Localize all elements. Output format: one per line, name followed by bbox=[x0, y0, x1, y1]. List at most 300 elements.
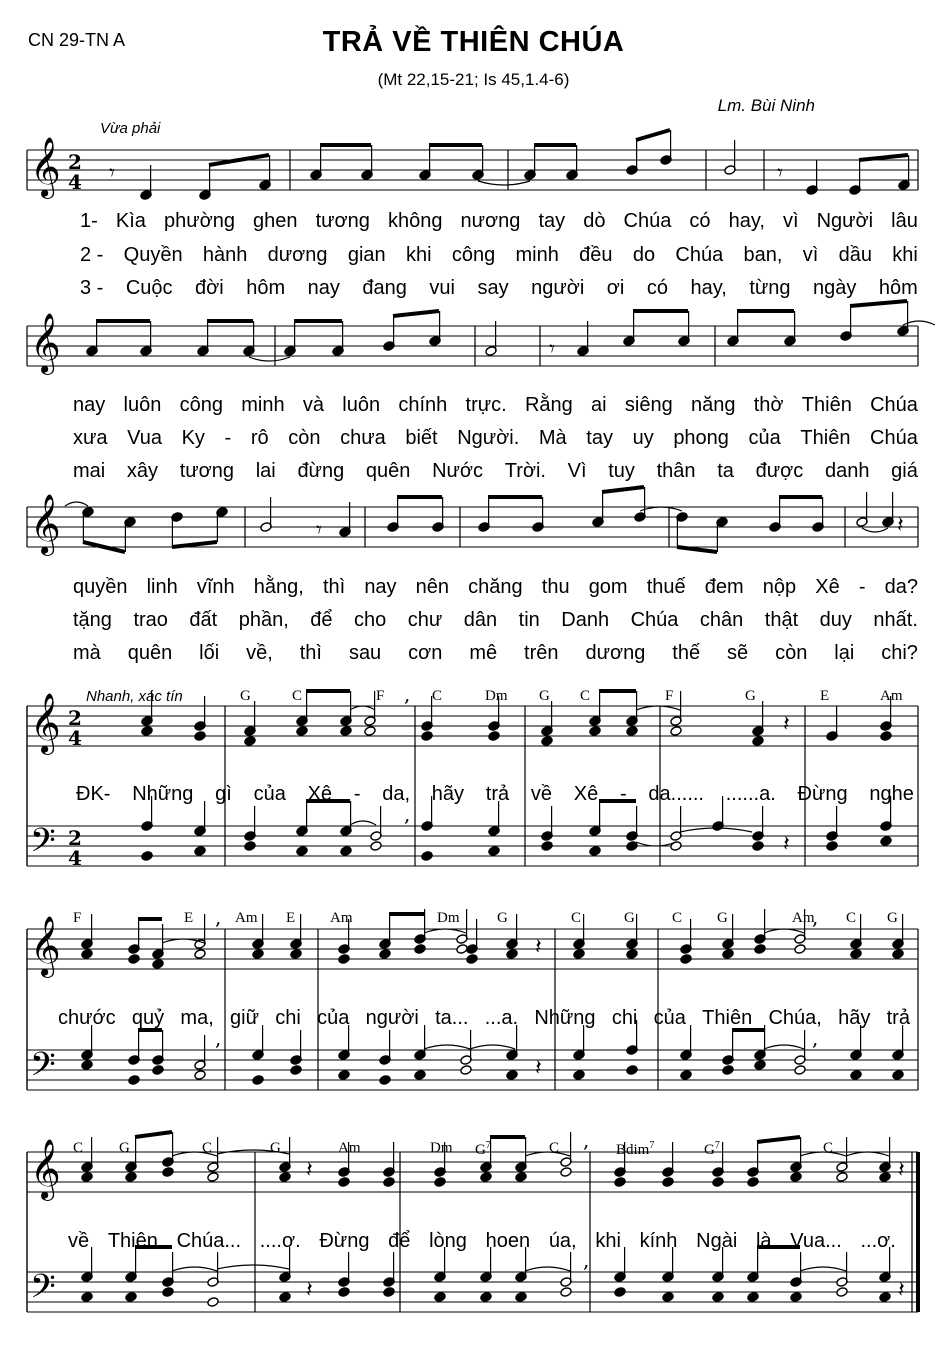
lyric-syllable: quên bbox=[127, 642, 173, 664]
lyric-syllable: về bbox=[68, 1230, 90, 1252]
note-head bbox=[662, 1292, 674, 1303]
lyric-syllable: xưa bbox=[73, 427, 108, 449]
song-title: TRẢ VỀ THIÊN CHÚA bbox=[322, 26, 625, 58]
lyric-syllable: phường bbox=[163, 210, 235, 232]
lyric-syllable: ta... bbox=[435, 1007, 469, 1029]
lyric-syllable: còn bbox=[288, 427, 321, 449]
lyric-syllable: Vì bbox=[567, 460, 587, 482]
chord-symbol: E bbox=[184, 910, 194, 926]
lyric-syllable: chước bbox=[58, 1007, 116, 1029]
lyric-syllable: còn bbox=[775, 642, 808, 664]
lyric-syllable: để bbox=[388, 1230, 411, 1252]
lyric-syllable: hay, bbox=[690, 277, 727, 299]
lyric-syllable: - bbox=[619, 783, 627, 805]
lyric-syllable: từng bbox=[749, 277, 791, 299]
note-head bbox=[81, 1172, 93, 1183]
lyric-syllable: tuy bbox=[608, 460, 635, 482]
chord-symbol: E bbox=[820, 688, 830, 704]
lyric-syllable: gian bbox=[347, 244, 386, 266]
lyric-syllable: nay bbox=[307, 277, 340, 299]
note-head bbox=[826, 841, 838, 852]
breath-mark: , bbox=[583, 1128, 590, 1152]
chord-symbol: G bbox=[270, 1140, 281, 1156]
chord-symbol: Am bbox=[792, 910, 815, 926]
note-head bbox=[712, 1292, 724, 1303]
lyric-syllable: không bbox=[387, 210, 443, 232]
lyric-syllable: Trời. bbox=[504, 460, 546, 482]
lyric-syllable: Mà bbox=[538, 427, 567, 449]
lyric-syllable: thì bbox=[322, 576, 346, 598]
tie bbox=[862, 528, 888, 532]
lyric-syllable: luôn bbox=[342, 394, 381, 416]
lyric-syllable: chi bbox=[275, 1007, 301, 1029]
lyric-syllable: thì bbox=[299, 642, 322, 664]
note-head bbox=[752, 736, 764, 747]
chord-symbol: Dm bbox=[485, 688, 508, 704]
note-head bbox=[747, 1177, 759, 1188]
lyric-syllable: Cuộc bbox=[125, 277, 173, 299]
tie bbox=[636, 842, 676, 846]
lyric-syllable: ...ơ. bbox=[860, 1230, 896, 1252]
note-beam bbox=[677, 547, 717, 552]
note-head bbox=[488, 846, 500, 857]
lyric-syllable: ...a. bbox=[484, 1007, 519, 1029]
chord-symbol: $G^7$ bbox=[475, 1140, 491, 1158]
chord-symbol: Am bbox=[330, 910, 353, 926]
note-head bbox=[560, 1167, 572, 1178]
lyric-syllable: hay, bbox=[728, 210, 765, 232]
lyric-syllable: lòng bbox=[429, 1230, 467, 1252]
time-signature: 2 bbox=[68, 826, 82, 850]
tie bbox=[525, 1152, 570, 1156]
tie bbox=[172, 1267, 217, 1271]
lyric-syllable: mê bbox=[469, 642, 498, 664]
lyric-syllable: giữ bbox=[230, 1007, 259, 1029]
breath-mark: , bbox=[812, 905, 819, 929]
tie bbox=[65, 502, 88, 506]
lyric-syllable: tin bbox=[518, 609, 540, 631]
lyric-syllable: Kìa bbox=[115, 210, 146, 232]
quarter-rest: 𝄽 bbox=[783, 832, 790, 857]
note-beam bbox=[393, 311, 439, 316]
note-head bbox=[383, 1287, 395, 1298]
note-head bbox=[712, 1177, 724, 1188]
note-head bbox=[754, 944, 766, 955]
chord-symbol: F bbox=[376, 688, 385, 704]
lyric-syllable: của bbox=[653, 1007, 686, 1029]
lyric-syllable: để bbox=[310, 609, 333, 631]
breath-mark: , bbox=[812, 1026, 819, 1050]
lyric-syllable: Người. bbox=[457, 427, 520, 449]
note-head bbox=[364, 726, 376, 737]
quarter-rest: 𝄽 bbox=[535, 1056, 542, 1081]
lyric-syllable: duy bbox=[819, 609, 852, 631]
lyric-syllable: thu bbox=[541, 576, 570, 598]
note-head bbox=[125, 1292, 137, 1303]
lyric-syllable: tay bbox=[538, 210, 566, 232]
note-head bbox=[790, 1292, 802, 1303]
note-head bbox=[194, 731, 206, 742]
refrain-tempo: Nhanh, xác tín bbox=[86, 688, 183, 705]
note-beam bbox=[850, 301, 907, 306]
lyric-syllable: khi bbox=[405, 244, 432, 266]
lyric-syllable: phần, bbox=[238, 609, 289, 631]
note-head bbox=[162, 1287, 174, 1298]
lyric-syllable: là bbox=[755, 1230, 772, 1252]
note-head bbox=[207, 1297, 219, 1308]
lyric-syllable: hằng, bbox=[253, 576, 304, 598]
lyric-syllable: vĩnh bbox=[196, 576, 235, 598]
note-head bbox=[338, 1177, 350, 1188]
note-head bbox=[296, 846, 308, 857]
lyric-syllable: của bbox=[253, 783, 286, 805]
lyric-syllable: chính bbox=[398, 394, 448, 416]
note-head bbox=[141, 726, 153, 737]
note-head bbox=[207, 1172, 219, 1183]
lyric-syllable: minh bbox=[241, 394, 285, 416]
lyric-syllable: thuế bbox=[646, 576, 686, 598]
lyric-syllable: về, bbox=[246, 642, 273, 664]
note-head bbox=[128, 954, 140, 965]
lyric-syllable: chư bbox=[407, 609, 443, 631]
lyric-syllable: siêng bbox=[624, 394, 673, 416]
lyric-syllable: kính bbox=[639, 1230, 678, 1252]
lyric-syllable: 3 - bbox=[80, 277, 104, 299]
note-head bbox=[506, 1070, 518, 1081]
lyric-syllable: danh bbox=[824, 460, 870, 482]
note-head bbox=[614, 1287, 626, 1298]
bass-clef: 𝄢 bbox=[30, 822, 56, 868]
lyric-syllable: thật bbox=[764, 609, 799, 631]
lyric-syllable: minh bbox=[515, 244, 559, 266]
lyric-syllable: gì bbox=[215, 783, 232, 805]
tie bbox=[636, 706, 680, 710]
lyric-syllable: 2 - bbox=[80, 244, 104, 266]
treble-clef: 𝄞 bbox=[30, 313, 61, 373]
lyric-syllable: Chúa, bbox=[768, 1007, 822, 1029]
note-head bbox=[836, 1172, 848, 1183]
tie bbox=[640, 507, 682, 511]
note-head bbox=[589, 726, 601, 737]
lyric-syllable: lâu bbox=[891, 210, 918, 232]
note-head bbox=[589, 846, 601, 857]
lyric-syllable: được bbox=[755, 460, 804, 482]
lyric-syllable: công bbox=[451, 244, 496, 266]
lyric-syllable: quyền bbox=[73, 576, 128, 598]
lyric-syllable: chăng bbox=[468, 576, 523, 598]
note-head bbox=[794, 1065, 806, 1076]
note-head bbox=[81, 1292, 93, 1303]
lyric-syllable: xây bbox=[126, 460, 159, 482]
lyric-syllable: Chúa bbox=[623, 210, 672, 232]
lyric-syllable: hoen bbox=[485, 1230, 531, 1252]
lyric-syllable: Những bbox=[534, 1007, 596, 1029]
lyric-syllable: Rằng bbox=[524, 394, 573, 416]
note-beam bbox=[172, 542, 217, 547]
note-head bbox=[880, 836, 892, 847]
note-head bbox=[836, 1287, 848, 1298]
breath-mark: , bbox=[404, 682, 411, 706]
lyric-syllable: Chúa bbox=[870, 427, 918, 449]
chord-symbol: G bbox=[497, 910, 508, 926]
lyric-syllable: hành bbox=[202, 244, 248, 266]
lyric-syllable: Vua... bbox=[790, 1230, 842, 1252]
lyric-syllable: đang bbox=[362, 277, 407, 299]
treble-clef: 𝄞 bbox=[30, 916, 61, 976]
chord-symbol: G bbox=[119, 1140, 130, 1156]
lyric-syllable: Thiên bbox=[702, 1007, 753, 1029]
composer: Lm. Bùi Ninh bbox=[717, 96, 815, 115]
scripture-reference: (Mt 22,15-21; Is 45,1.4-6) bbox=[377, 70, 570, 89]
note-head bbox=[662, 1177, 674, 1188]
note-head bbox=[421, 851, 433, 862]
lyric-syllable: đều bbox=[579, 244, 613, 266]
lyric-syllable: chưa bbox=[340, 427, 386, 449]
chord-symbol: Am bbox=[338, 1140, 361, 1156]
note-beam bbox=[602, 487, 644, 492]
lyric-syllable: da...... bbox=[648, 783, 704, 805]
note-head bbox=[752, 841, 764, 852]
lyric-syllable: rô bbox=[250, 427, 269, 449]
lyric-syllable: sau bbox=[348, 642, 382, 664]
lyric-syllable: có bbox=[689, 210, 711, 232]
note-head bbox=[488, 731, 500, 742]
note-beam bbox=[636, 130, 670, 140]
tie bbox=[764, 1045, 804, 1049]
treble-clef: 𝄞 bbox=[30, 1139, 61, 1199]
lyric-syllable: vì bbox=[802, 244, 819, 266]
lyric-syllable: linh bbox=[146, 576, 178, 598]
chord-symbol: C bbox=[580, 688, 591, 704]
lyric-syllable: Xê bbox=[573, 783, 599, 805]
lyric-syllable: có bbox=[646, 277, 668, 299]
note-beam bbox=[859, 155, 908, 160]
lyric-syllable: - bbox=[353, 783, 361, 805]
lyric-syllable: trả bbox=[485, 783, 510, 805]
lyric-syllable: ban, bbox=[743, 244, 783, 266]
quarter-rest: 𝄽 bbox=[306, 1158, 313, 1183]
note-head bbox=[892, 949, 904, 960]
note-head bbox=[541, 736, 553, 747]
note-head bbox=[573, 1070, 585, 1081]
note-head bbox=[279, 1172, 291, 1183]
lyric-syllable: nộp bbox=[762, 576, 797, 598]
note-head bbox=[747, 1292, 759, 1303]
lyric-syllable: chân bbox=[699, 609, 744, 631]
lyric-syllable: của bbox=[317, 1007, 350, 1029]
note-head bbox=[573, 949, 585, 960]
tie bbox=[470, 1045, 515, 1049]
lyric-syllable: và bbox=[302, 394, 324, 416]
lyric-syllable: gom bbox=[588, 576, 628, 598]
chord-symbol: G bbox=[887, 910, 898, 926]
note-head bbox=[480, 1292, 492, 1303]
lyric-syllable: do bbox=[632, 244, 656, 266]
note-head bbox=[414, 944, 426, 955]
lyric-syllable: cho bbox=[354, 609, 387, 631]
lyric-syllable: Ngài bbox=[696, 1230, 738, 1252]
breath-mark: , bbox=[215, 1026, 222, 1050]
lyric-syllable: Chúa bbox=[630, 609, 679, 631]
chord-symbol: Dm bbox=[430, 1140, 453, 1156]
lyric-syllable: Nước bbox=[432, 460, 484, 482]
lyric-syllable: Đừng bbox=[319, 1230, 370, 1252]
note-head bbox=[279, 1292, 291, 1303]
note-head bbox=[680, 1070, 692, 1081]
chord-symbol: C bbox=[571, 910, 582, 926]
note-head bbox=[128, 1075, 140, 1086]
tie bbox=[424, 929, 466, 933]
chord-symbol: $G^7$ bbox=[704, 1140, 720, 1158]
lyric-syllable: 1- bbox=[80, 210, 98, 232]
chord-symbol: G bbox=[624, 910, 635, 926]
lyric-syllable: Xê bbox=[815, 576, 840, 598]
lyric-syllable: da, bbox=[382, 783, 411, 805]
lyric-syllable: người bbox=[365, 1007, 419, 1029]
chord-symbol: Dm bbox=[437, 910, 460, 926]
tie bbox=[846, 1152, 889, 1156]
eighth-rest: 𝄾 bbox=[316, 518, 322, 543]
note-head bbox=[466, 954, 478, 965]
lyric-syllable: Người bbox=[816, 210, 874, 232]
lyric-syllable: về bbox=[530, 783, 553, 805]
lyric-syllable: của bbox=[748, 427, 781, 449]
note-head bbox=[141, 851, 153, 862]
note-head bbox=[515, 1292, 527, 1303]
tie bbox=[800, 1267, 846, 1271]
note-head bbox=[456, 944, 468, 955]
time-signature: 4 bbox=[68, 726, 82, 750]
note-head bbox=[880, 731, 892, 742]
quarter-rest: 𝄽 bbox=[306, 1278, 313, 1303]
lyric-syllable: dương bbox=[267, 244, 328, 266]
treble-clef: 𝄞 bbox=[30, 693, 61, 753]
tie bbox=[350, 706, 375, 710]
lyric-syllable: Thiên bbox=[107, 1230, 158, 1252]
lyric-syllable: tay bbox=[586, 427, 613, 449]
breath-mark: , bbox=[583, 1248, 590, 1272]
lyric-syllable: lại bbox=[834, 642, 855, 664]
lyric-syllable: ta bbox=[717, 460, 734, 482]
note-head bbox=[338, 954, 350, 965]
note-head bbox=[794, 944, 806, 955]
lyric-syllable: ngày bbox=[813, 277, 857, 299]
note-head bbox=[626, 726, 638, 737]
lyric-syllable: - bbox=[858, 576, 866, 598]
note-head bbox=[515, 1172, 527, 1183]
lyric-syllable: Chúa bbox=[870, 394, 918, 416]
lyric-syllable: trả bbox=[886, 1007, 910, 1029]
lyric-syllable: nay bbox=[364, 576, 397, 598]
treble-clef: 𝄞 bbox=[30, 494, 61, 554]
tie bbox=[800, 1152, 846, 1156]
note-head bbox=[722, 949, 734, 960]
lyric-syllable: tương bbox=[179, 460, 235, 482]
note-head bbox=[850, 1070, 862, 1081]
tie bbox=[424, 1045, 470, 1049]
lyric-syllable: sẽ bbox=[727, 642, 749, 664]
eighth-rest: 𝄾 bbox=[109, 161, 115, 186]
note-beam bbox=[757, 1137, 800, 1142]
quarter-rest: 𝄽 bbox=[898, 1158, 905, 1183]
note-head bbox=[244, 841, 256, 852]
lyric-syllable: luôn bbox=[123, 394, 162, 416]
lyric-syllable: Quyền bbox=[123, 244, 183, 266]
chord-symbol: C bbox=[846, 910, 857, 926]
chord-symbol: F bbox=[73, 910, 82, 926]
quarter-rest: 𝄽 bbox=[783, 712, 790, 737]
lyric-syllable: cơn bbox=[408, 642, 443, 664]
lyric-syllable: ....ơ. bbox=[259, 1230, 301, 1252]
lyric-syllable: trao bbox=[133, 609, 168, 631]
eighth-rest: 𝄾 bbox=[777, 161, 783, 186]
lyric-syllable: đừng bbox=[297, 460, 345, 482]
lyric-syllable: dầu bbox=[838, 244, 872, 266]
lyric-syllable: thờ bbox=[753, 394, 784, 416]
lyric-syllable: Danh bbox=[561, 609, 610, 631]
note-head bbox=[252, 1075, 264, 1086]
lyric-syllable: hãy bbox=[431, 783, 465, 805]
note-head bbox=[892, 1070, 904, 1081]
lyric-syllable: Đừng bbox=[797, 783, 848, 805]
chord-symbol: E bbox=[286, 910, 296, 926]
note-head bbox=[296, 726, 308, 737]
note-head bbox=[340, 726, 352, 737]
chord-symbol: G bbox=[539, 688, 550, 704]
chord-symbol: F bbox=[665, 688, 674, 704]
note-head bbox=[379, 949, 391, 960]
chord-symbol: C bbox=[823, 1140, 834, 1156]
note-head bbox=[560, 1287, 572, 1298]
lyric-syllable: ma, bbox=[180, 1007, 214, 1029]
bass-clef: 𝄢 bbox=[30, 1046, 56, 1092]
lyric-syllable: nên bbox=[415, 576, 450, 598]
lyric-syllable: Những bbox=[132, 783, 194, 805]
time-signature: 2 bbox=[68, 150, 82, 174]
tie bbox=[350, 821, 376, 825]
chord-symbol: C bbox=[202, 1140, 213, 1156]
note-head bbox=[414, 1070, 426, 1081]
chord-symbol: C bbox=[432, 688, 443, 704]
note-head bbox=[460, 1065, 472, 1076]
lyric-syllable: Vua bbox=[127, 427, 162, 449]
note-head bbox=[194, 949, 206, 960]
lyric-syllable: đem bbox=[704, 576, 744, 598]
lyric-syllable: người bbox=[531, 277, 585, 299]
breath-mark: , bbox=[404, 802, 411, 826]
note-head bbox=[879, 1172, 891, 1183]
lyric-syllable: mai bbox=[73, 460, 106, 482]
note-head bbox=[614, 1177, 626, 1188]
chord-symbol: G bbox=[240, 688, 251, 704]
lyric-syllable: trên bbox=[524, 642, 559, 664]
lyric-syllable: - bbox=[224, 427, 232, 449]
note-head bbox=[541, 841, 553, 852]
lyric-syllable: lai bbox=[255, 460, 276, 482]
quarter-rest: 𝄽 bbox=[535, 935, 542, 960]
lyric-syllable: Chúa bbox=[675, 244, 724, 266]
bass-clef: 𝄢 bbox=[30, 1268, 56, 1314]
lyric-syllable: năng bbox=[690, 394, 736, 416]
lyric-syllable: nhất. bbox=[873, 609, 918, 631]
tie bbox=[764, 929, 804, 933]
lyric-syllable: đời bbox=[195, 277, 224, 299]
lyric-syllable: dò bbox=[583, 210, 606, 232]
treble-clef: 𝄞 bbox=[30, 137, 61, 197]
chord-symbol: C bbox=[292, 688, 303, 704]
tie bbox=[525, 1267, 570, 1271]
chord-symbol: C bbox=[672, 910, 683, 926]
